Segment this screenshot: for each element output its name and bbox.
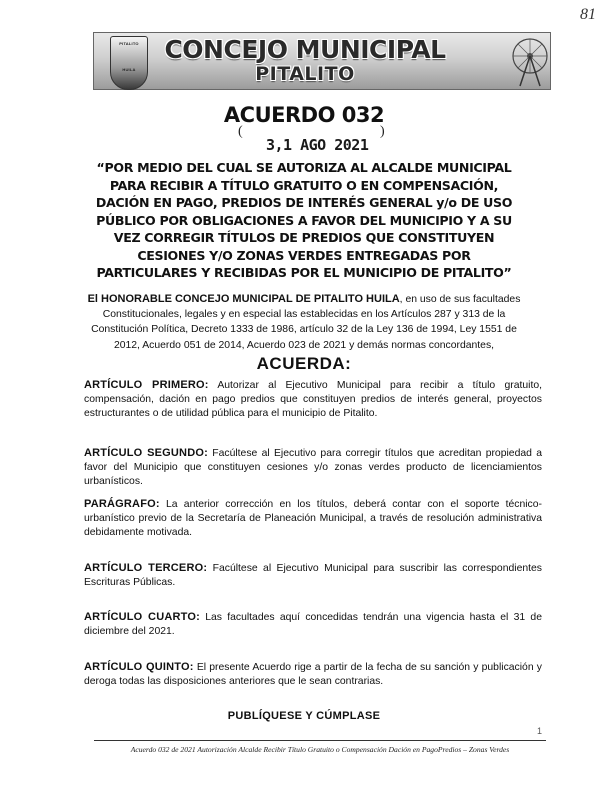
date-stamp: 3,1 AGO 2021 <box>266 136 369 154</box>
article-text: Autorizar al Ejecutivo Municipal para recibir a título gratuito, compensación, dación en pago predios que constituyen predios de interés general, proyectos estructurantes o de utilidad pública para el municipio de Pitalito. <box>84 380 542 419</box>
footer-text: Acuerdo 032 de 2021 Autorización Alcalde Recibir Título Gratuito o Compensación Dación en PagoPredios – Zonas Verdes <box>130 745 510 754</box>
document-title: ACUERDO 032 <box>223 103 385 127</box>
municipal-shield-logo <box>110 36 148 90</box>
document-heading: “POR MEDIO DEL CUAL SE AUTORIZA AL ALCALDE MUNICIPAL PARA RECIBIR A TÍTULO GRATUITO O EN COMPENSACIÓN, DACIÓN EN PAGO, PREDIOS DE INTERÉS GENERAL y/o DE USO PÚBLICO POR OBLIGACIONES A FAVOR DEL MUNICIPIO Y A SU VEZ CORREGIR TÍTULOS DE PREDIOS QUE CONSTITUYEN CESIONES Y/O ZONAS VERDES ENTREGADAS POR PARTICULARES Y RECIBIDAS POR EL MUNICIPIO DE PITALITO” <box>95 160 513 280</box>
shield-bottom-text: HUILA <box>122 67 136 72</box>
ferris-wheel-icon <box>506 34 550 88</box>
footer-divider <box>94 740 546 741</box>
banner-subtitle: PITALITO <box>255 63 355 85</box>
article-segundo <box>84 447 542 488</box>
date-row <box>238 124 388 156</box>
preamble-authority: El HONORABLE CONCEJO MUNICIPAL DE PITALITO HUILA <box>87 293 400 305</box>
article-text: Facúltese al Ejecutivo para corregir títulos que acreditan propiedad a favor del Municipio que constituyen cesiones y/o zonas verdes producto de licenciamientos urbanísticos. <box>84 448 542 487</box>
article-label: PARÁGRAFO: <box>84 498 160 510</box>
paren-close: ) <box>380 124 385 139</box>
closing-statement: PUBLÍQUESE Y CÚMPLASE <box>227 710 381 722</box>
banner-title: CONCEJO MUNICIPAL <box>164 35 446 64</box>
article-label: ARTÍCULO CUARTO: <box>84 611 200 623</box>
acuerda-heading: ACUERDA: <box>256 354 352 373</box>
article-primero <box>84 379 542 420</box>
article-quinto <box>84 661 542 689</box>
paragrafo <box>84 498 542 539</box>
page-number: 81 <box>580 6 596 23</box>
article-text: El presente Acuerdo rige a partir de la fecha de su sanción y publicación y deroga todas las disposiciones anteriores que le sean contrarias. <box>84 662 542 687</box>
preamble-text: , en uso de sus facultades Constitucionales, legales y en especial las establecidas en los Artículos 287 y 313 de la Constitución Política, Decreto 1333 de 1986, artículo 32 de la Ley 136 de 1994, Ley 1551 de 2012, Acuerdo 051 de 2014, Acuerdo 023 de 2021 y demás normas concordantes, <box>91 294 521 351</box>
paren-open: ( <box>238 124 243 139</box>
article-text: Facúltese al Ejecutivo Municipal para suscribir las correspondientes Escrituras Públicas. <box>84 563 542 588</box>
preamble <box>87 292 521 353</box>
article-label: ARTÍCULO PRIMERO: <box>84 379 209 391</box>
article-label: ARTÍCULO TERCERO: <box>84 562 208 574</box>
article-label: ARTÍCULO SEGUNDO: <box>84 447 208 459</box>
footer-mark: 1 <box>537 726 543 736</box>
article-text: Las facultades aquí concedidas tendrán una vigencia hasta el 31 de diciembre del 2021. <box>84 612 542 637</box>
article-text: La anterior corrección en los títulos, deberá contar con el soporte técnico-urbanístico previo de la Secretaría de Planeación Municipal, a través de resolución administrativa debidamente motivada. <box>84 499 542 538</box>
article-tercero <box>84 562 542 590</box>
article-label: ARTÍCULO QUINTO: <box>84 661 194 673</box>
shield-top-text: PITALITO <box>119 41 139 46</box>
article-cuarto <box>84 611 542 639</box>
